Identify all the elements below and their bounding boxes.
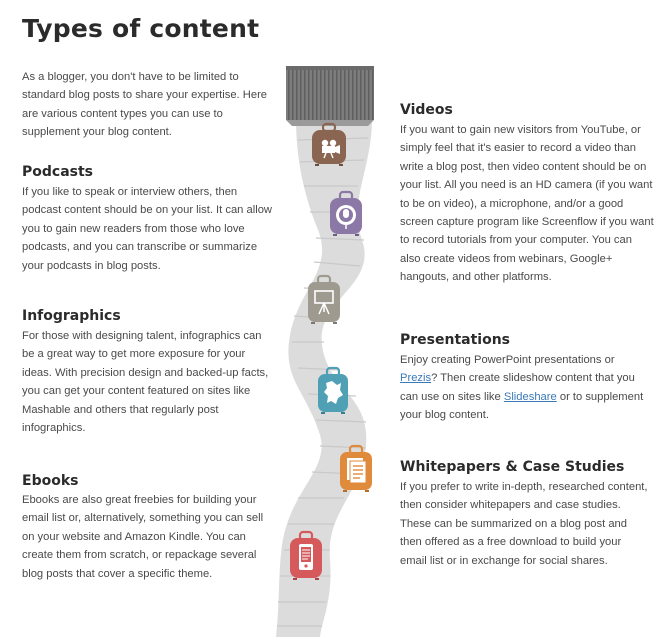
gate <box>286 66 374 126</box>
map-icon <box>318 368 348 414</box>
podcasts-text: If you like to speak or interview others, then podcast content should be on your list. It can allow you to gain new readers from those who love podcasts, and you can transcribe or summarize your podcasts in blog posts. <box>22 186 273 272</box>
intro-text: As a blogger, you don't have to be limited to standard blog posts to share your expertise. Here are various content types you can use to supplement your blog content. <box>22 71 268 139</box>
ebook-reader-icon <box>290 532 322 580</box>
prezis-link[interactable]: Prezis <box>400 372 432 385</box>
ebooks-text: Ebooks are also great freebies for building your email list or, alternatively, something you can sell on your website and Amazon Kindle. You can create them from scratch, or repackage several blog posts that cover a specific theme. <box>22 494 264 580</box>
videos-text: If you want to gain new visitors from YouTube, or simply feel that it's easier to record a video than write a blog post, then video content should be on your list. All you need is an HD camera (if you want to be on video), a microphone, and/or a good screen capture program like Screenflow if you want to record tutorials from your computer. You can also create videos from webinars, Google+ hangouts, and other platforms. <box>400 124 654 284</box>
presentations-text-3: or to supplement your blog content. <box>400 390 644 422</box>
presentation-board-icon <box>308 276 340 324</box>
whitepapers-text: If you prefer to write in-depth, researched content, then consider whitepapers and case studies. These can be summarized on a blog post and then offered as a free download to build your email list or in exchange for social shares. <box>400 481 648 567</box>
podcasts-heading: Podcasts <box>22 164 94 180</box>
videos-heading: Videos <box>400 102 453 118</box>
document-icon <box>340 446 372 492</box>
presentations-text-2: ? Then create slideshow content that you can use on sites like <box>400 372 635 403</box>
presentations-text-1: Enjoy creating PowerPoint presentations or <box>400 354 615 366</box>
whitepapers-heading: Whitepapers & Case Studies <box>400 459 625 475</box>
slideshare-link[interactable]: Slideshare <box>503 390 557 403</box>
infographics-heading: Infographics <box>22 308 121 324</box>
presentations-heading: Presentations <box>400 332 511 348</box>
infographics-text: For those with designing talent, infographics can be a great way to get more exposure for your ideas. With precision design and backed-up facts, you can get your content featured on sites like Mashable and others that regularly post infographics. <box>22 330 269 435</box>
page-title: Types of content <box>22 14 260 43</box>
ebooks-heading: Ebooks <box>22 473 79 489</box>
presentations-text <box>400 351 648 425</box>
